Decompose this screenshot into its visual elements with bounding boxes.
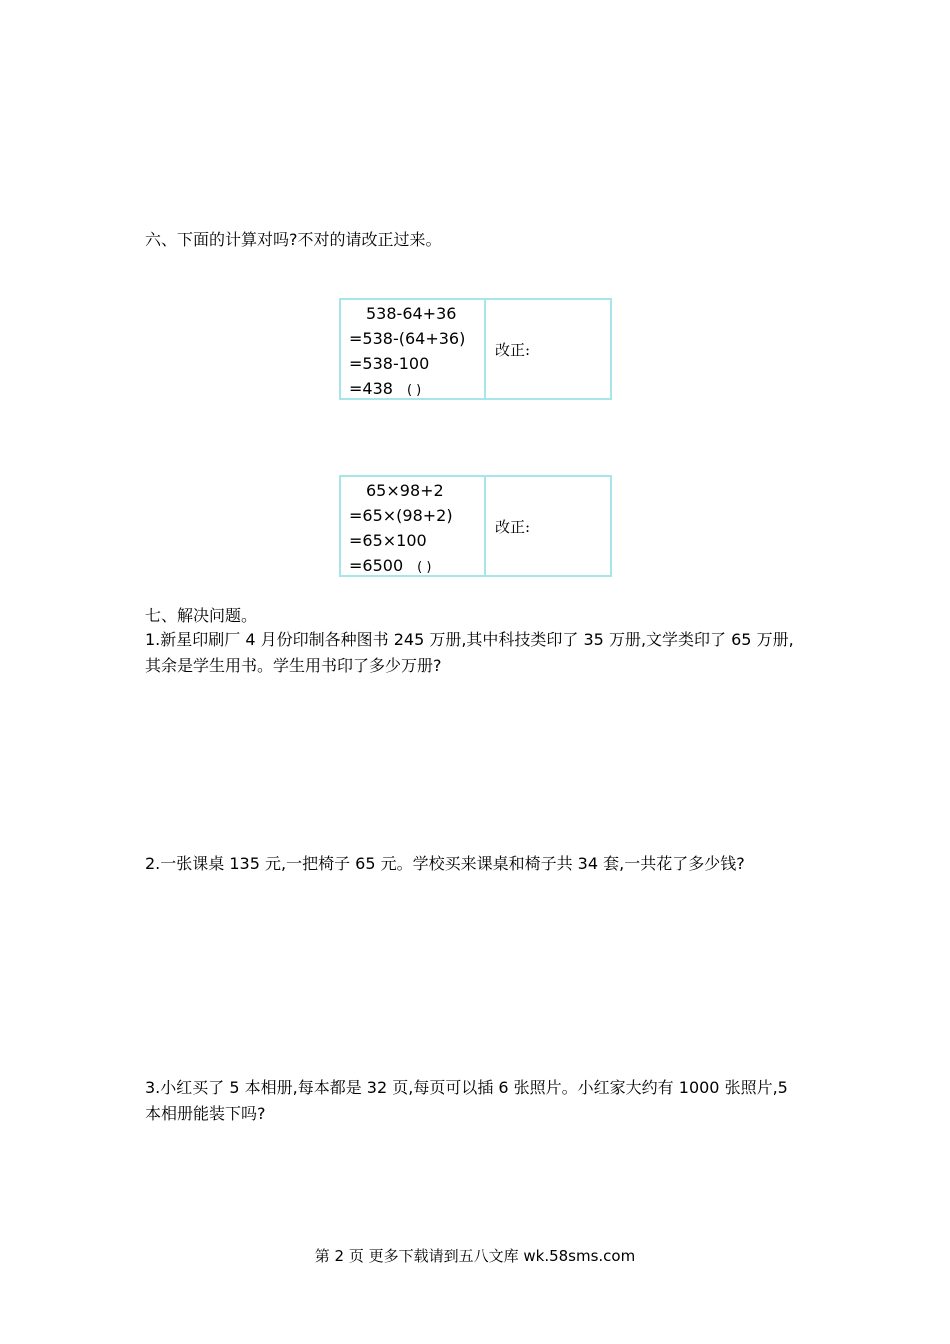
calc-expression (341, 300, 486, 398)
calc-line-result (349, 553, 484, 580)
page-footer: 第 2 页 更多下载请到五八文库 wk.58sms.com (314, 1247, 636, 1265)
calc-line: 538-64+36 (366, 304, 457, 323)
calc-line: =65×(98+2) (349, 506, 453, 525)
calc-box-1 (339, 298, 612, 400)
calc-line: =538-100 (349, 354, 430, 373)
calc-line: =65×100 (349, 531, 427, 550)
problem-line: 3.小红买了 5 本相册,每本都是 32 页,每页可以插 6 张照片。小红家大约有 1000 张照片,5 (145, 1078, 788, 1097)
problem-3 (145, 1075, 815, 1127)
calc-line: 65×98+2 (366, 481, 444, 500)
section7-title: 七、解决问题。 (145, 606, 258, 625)
fix-area (486, 300, 610, 398)
calc-line: =438 (349, 379, 393, 398)
fix-area (486, 477, 610, 575)
fix-label: 改正: (495, 340, 531, 359)
problem-line: 1.新星印刷厂 4 月份印制各种图书 245 万册,其中科技类印了 35 万册,文学类印了 65 万册, (145, 630, 794, 649)
calc-line: =6500 (349, 556, 404, 575)
section6-title: 六、下面的计算对吗?不对的请改正过来。 (145, 230, 442, 249)
calc-expression (341, 477, 486, 575)
calc-box-2 (339, 475, 612, 577)
problem-line: 其余是学生用书。学生用书印了多少万册? (145, 656, 442, 675)
judge-blank: ( ) (406, 383, 422, 398)
fix-label: 改正: (495, 517, 531, 536)
calc-line-result (349, 376, 484, 403)
problem-2 (145, 851, 815, 877)
judge-blank: ( ) (417, 560, 432, 575)
problem-line: 2.一张课桌 135 元,一把椅子 65 元。学校买来课桌和椅子共 34 套,一共花了多少钱? (145, 854, 745, 873)
calc-line: =538-(64+36) (349, 329, 466, 348)
problem-1 (145, 627, 815, 679)
problem-line: 本相册能装下吗? (145, 1104, 266, 1123)
